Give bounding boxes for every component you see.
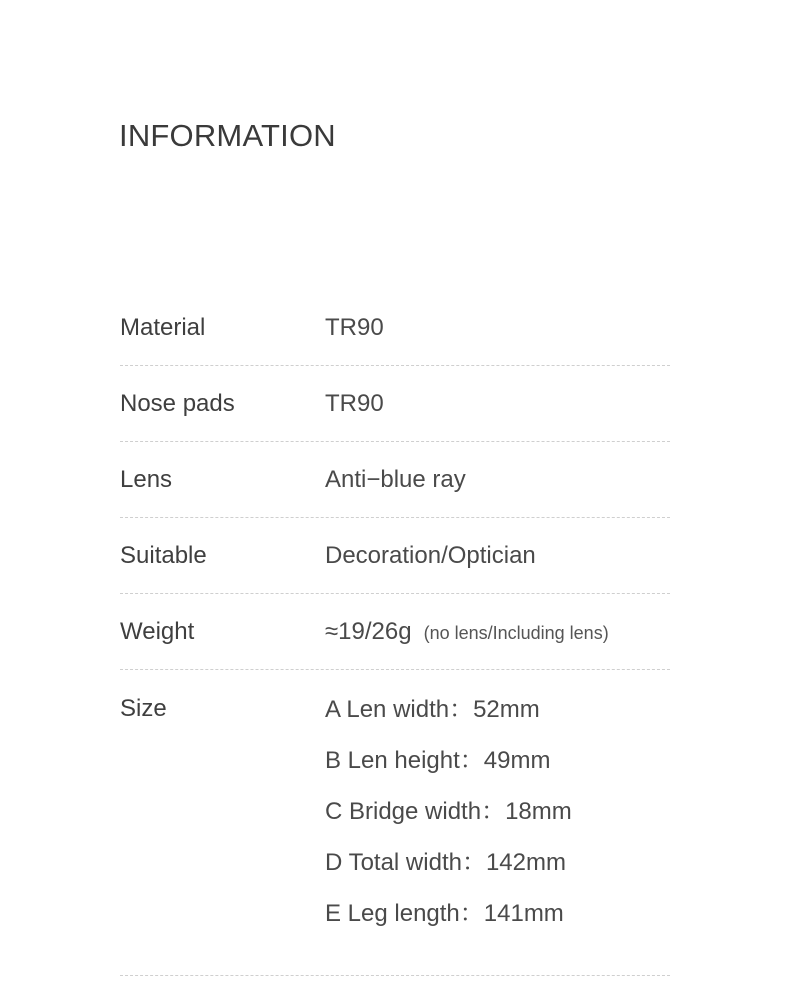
spec-label: Suitable: [120, 541, 207, 569]
spec-label: Weight: [120, 617, 195, 645]
size-item-total-width: D Total width：142mm: [325, 849, 566, 876]
spec-label: Size: [120, 695, 167, 722]
spec-value: TR90: [325, 389, 384, 417]
size-item-lens-width: A Len width：52mm: [325, 696, 540, 723]
weight-note: (no lens/Including lens): [423, 622, 609, 643]
spec-table: [120, 290, 670, 976]
spec-row-suitable: [120, 518, 670, 594]
spec-label: Material: [120, 313, 206, 341]
spec-row-weight: [120, 594, 670, 670]
size-item-bridge-width: C Bridge width：18mm: [325, 798, 572, 825]
size-list: [325, 695, 572, 950]
spec-row-size: [120, 670, 670, 976]
spec-row-material: [120, 290, 670, 366]
size-item-lens-height: B Len height：49mm: [325, 747, 551, 774]
size-item-leg-length: E Leg length：141mm: [325, 900, 564, 927]
spec-value: Decoration/Optician: [325, 541, 536, 569]
weight-value: ≈19/26g: [325, 617, 412, 645]
spec-value: [325, 618, 609, 646]
spec-label: Lens: [120, 465, 173, 493]
spec-value: Anti−blue ray: [325, 465, 466, 493]
spec-label: Nose pads: [120, 389, 235, 417]
spec-value: TR90: [325, 313, 384, 341]
spec-row-nose-pads: [120, 366, 670, 442]
page-title: INFORMATION: [119, 118, 336, 153]
spec-row-lens: [120, 442, 670, 518]
